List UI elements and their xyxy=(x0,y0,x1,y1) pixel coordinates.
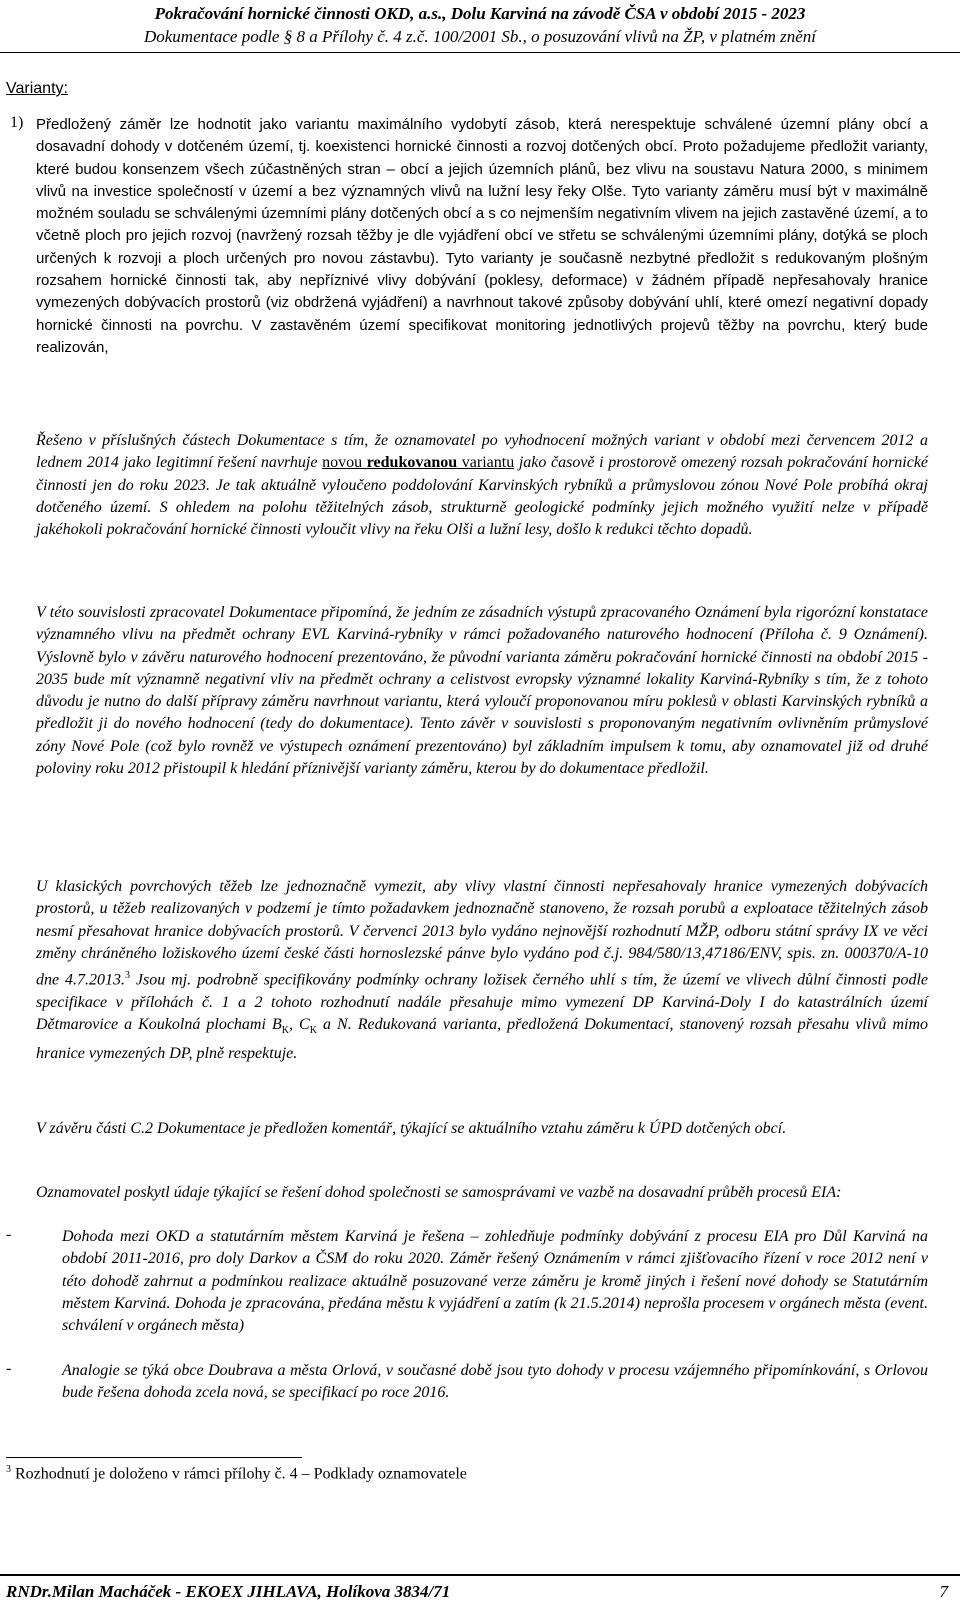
footnote xyxy=(6,1464,467,1483)
footer-divider xyxy=(0,1574,960,1576)
subscript-k-2: K xyxy=(309,1025,317,1037)
footer-author: RNDr.Milan Macháček - EKOEX JIHLAVA, Holíkova 3834/71 xyxy=(6,1582,451,1601)
para3-text-end: a N. Redukovaná varianta, předložená Dokumentací, stanovený rozsah přesahu vlivů mimo hranice vymezených DP, plně respektuje. xyxy=(36,1016,929,1062)
bullet-1-text: Dohoda mezi OKD a statutárním městem Karviná je řešena – zohledňuje podmínky dobývání z procesu EIA pro Důl Karviná na období 2011-2016, pro doly Darkov a ČSM do roku 2020. Záměr řešený Oznámením v rámci zjišťovacího řízení v roce 2012 není v této dohodě zahrnut a podmínkou realizace aktuálně posuzované verze záměru je kromě jiných i řešení nové dohody se Statutárním městem Karviná. Dohoda je zpracována, předána městu k vyjádření a zatím (k 21.5.2014) neprošla procesem v orgánech města (event. schválení v orgánech města) xyxy=(62,1228,928,1335)
response-paragraph-2: V této souvislosti zpracovatel Dokumentace připomíná, že jedním ze zásadních výstupů zpracovaného Oznámení byla rigorózní konstatace významného vlivu na předmět ochrany EVL Karviná-rybníky v rámci požadovaného naturového hodnocení (Příloha č. 9 Oznámení). Výslovně bylo v závěru naturového hodnocení prezentováno, že původní varianta záměru pokračování hornické činnosti na období 2015 - 2035 bude mít významně negativní vliv na předmět ochrany a celistvost evropsky významné lokality Karviná-Rybníky s tím, že z tohoto důvodu je nutno do další přípravy záměru navrhnout variantu, která vyloučí proponovanou míru poklesů v oblasti Karvinských rybníků a předložit ji do nového hodnocení (tedy do dokumentace). Tento závěr v souvislosti s proponovaným negativním ovlivněním průmyslové zóny Nové Pole (což bylo rovněž ve výstupech oznámení prezentováno) byl základním impulsem k tomu, aby oznamovatel již od druhé poloviny roku 2012 přistoupil k hledání příznivější varianty záměru, kterou by do dokumentace předložil. xyxy=(36,604,928,778)
response-paragraph-5: Oznamovatel poskytl údaje týkající se řešení dohod společnosti se samosprávami ve vazbě na dosavadní průběh procesů EIA: xyxy=(36,1184,842,1201)
para1-text-end: jako časově i prostorově omezený rozsah pokračování hornické činnosti jen do roku 2023. Je tak aktuálně vyloučeno poddolování Karvinských rybníků a průmyslovou zónou Nové Pole probíhá okraj dotčeného území. S ohledem na polohu těžitelných zásob, strukturně geologické podmínky jejich možného využití nelze v případě jakéhokoli pokračování hornické činnosti vyloučit vlivy na řeku Olši a lužní lesy, došlo k redukci těchto dopadů. xyxy=(36,454,929,539)
footnote-divider xyxy=(6,1457,302,1458)
item-1-text: Předložený záměr lze hodnotit jako variantu maximálního vydobytí zásob, která nerespektuje schválené územní plány obcí a dosavadní dohody v dotčeném území, tj. koexistenci hornické činnosti a rozvoj dotčených obcí. Proto požadujeme předložit varianty, které budou konsenzem všech zúčastněných stran – obcí a jejich územních plánů, bez vlivu na soustavu Natura 2000, s minimem vlivů na investice společností v území a bez významných vlivů na lužní lesy řeky Olše. Tyto varianty záměru musí být v maximálně možném souladu se schválenými územními plány dotčených obcí a s co nejmenším negativním vlivem na jejich zastavěné území, a to včetně ploch pro jejich rozvoj (navržený rozsah těžby je dle vyjádření obcí ve střetu se schválenými územními plány, dotýká se ploch určených k rozvoji a ploch určených pro novou zástavbu). Tyto varianty je současně nezbytné předložit s redukovaným plošným rozsahem hornické činnosti tak, aby nepříznivé vlivy dobývání (poklesy, deformace) v žádném případě nepřesahovaly hranice vymezených dobývacích prostorů (viz obdržená vyjádření) a navrhnout takové způsoby dobývání uhlí, které omezí negativní dopady hornické činnosti na povrchu. V zastavěném území specifikovat monitoring jednotlivých projevů těžby na povrchu, který bude realizován, xyxy=(36,116,928,356)
para1-text-start: Řešeno v příslušných částech Dokumentace s tím, že oznamovatel po vyhodnocení možných variant v období mezi červencem 2012 a lednem 2014 jako legitimní řešení navrhuje xyxy=(36,432,928,472)
bullet-dash-1: - xyxy=(6,1226,12,1243)
para1-underlined-new: novou xyxy=(322,454,367,472)
header-title: Pokračování hornické činnosti OKD, a.s., Dolu Karviná na závodě ČSA v období 2015 - 2023 xyxy=(154,4,806,23)
response-paragraph-4: V závěru části C.2 Dokumentace je předložen komentář, týkající se aktuálního vztahu záměru k ÚPD dotčených obcí. xyxy=(36,1120,787,1137)
bullet-dash-2: - xyxy=(6,1360,12,1377)
para1-underlined-reduced: redukovanou xyxy=(366,454,458,472)
footnote-ref: 3 xyxy=(125,970,131,982)
para3-text-start: U klasických povrchových těžeb lze jednoznačně vymezit, aby vlivy vlastní činnosti nepřesahovaly hranice vymezených dobývacích prostorů, u těžeb realizovaných v podzemí je tímto požadavkem jednoznačně stanoveno, že rozsah porubů a exploatace těžitelných zásob nesmí přesahovat hranice dobývacích prostorů. V červenci 2013 bylo vydáno nejnovější rozhodnutí MŽP, odboru státní správy IX ve věci změny chráněného ložiskového území české části hornoslezské pánve bylo vydáno pod č.j. 984/580/13,47186/ENV, spis. zn. 000370/A-10 dne 4.7.2013. xyxy=(36,878,928,989)
footnote-number: 3 xyxy=(6,1464,11,1475)
para3-text-mid: Jsou mj. podrobně specifikovány podmínky ochrany ložisek černého uhlí s tím, že území ve vlivech důlní činnosti podle specifikace v přílohách č. 1 a 2 tohoto rozhodnutí nadále přesahuje mimo vymezení DP Karviná-Doly I do katastrálních území Dětmarovice a Koukolná plochami B xyxy=(36,971,928,1034)
response-paragraph-3 xyxy=(36,876,928,1065)
bullet-2-text: Analogie se týká obce Doubrava a města Orlová, v současné době jsou tyto dohody v procesu vzájemného připomínkování, s Orlovou bude řešena dohoda zcela nová, se specifikací po roce 2016. xyxy=(62,1362,928,1402)
header-subtitle: Dokumentace podle § 8 a Přílohy č. 4 z.č. 100/2001 Sb., o posuzování vlivů na ŽP, v platném znění xyxy=(143,27,817,46)
para3-text-c: , C xyxy=(288,1016,310,1034)
section-title: Varianty: xyxy=(6,80,68,97)
para1-underlined-variant: variantu xyxy=(457,454,515,472)
header-divider xyxy=(0,52,960,53)
item-number: 1) xyxy=(10,114,24,131)
footnote-text: Rozhodnutí je doloženo v rámci přílohy č. 4 – Podklady oznamovatele xyxy=(11,1465,467,1483)
subscript-k-1: K xyxy=(281,1025,289,1037)
page-number: 7 xyxy=(939,1582,948,1601)
response-paragraph-1 xyxy=(36,430,928,541)
